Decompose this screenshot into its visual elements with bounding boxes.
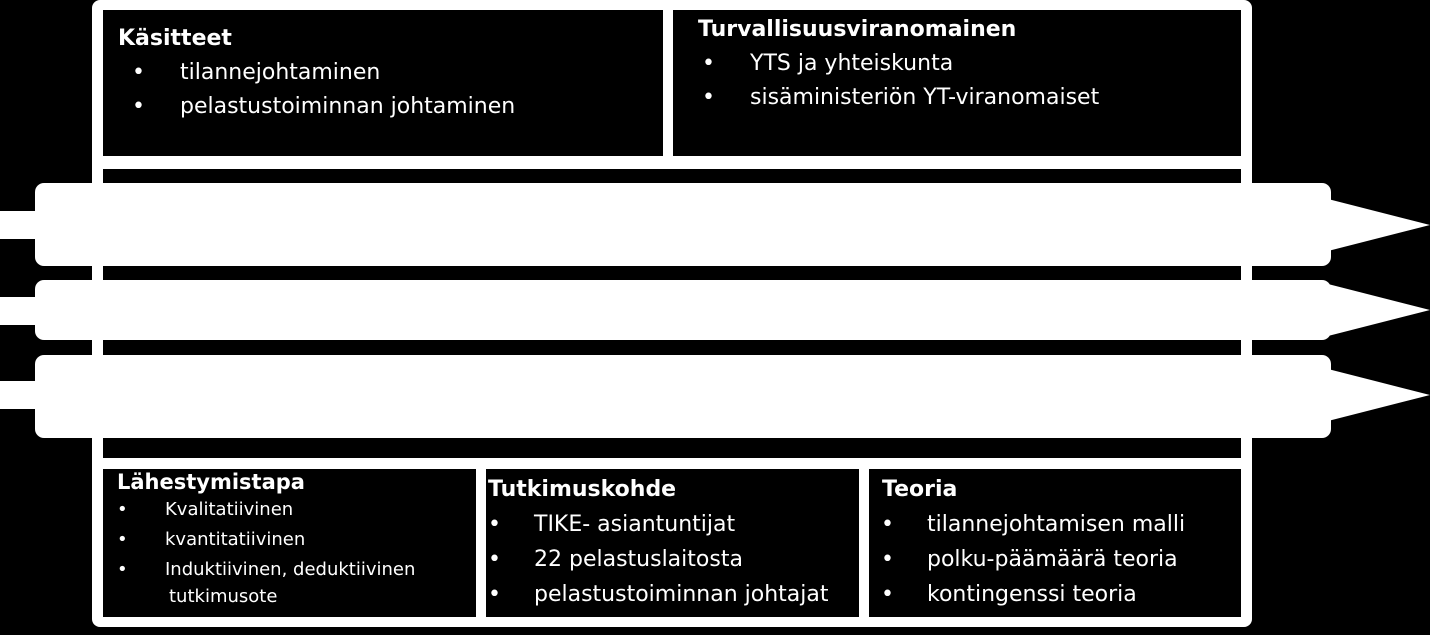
list-item bbox=[103, 555, 476, 585]
list-item bbox=[488, 542, 859, 577]
security-authority-title: Turvallisuusviranomainen bbox=[698, 17, 1017, 42]
theory-item-3: kontingenssi teoria bbox=[927, 582, 1137, 607]
arrow-head-icon bbox=[1328, 199, 1430, 251]
list-item bbox=[103, 525, 476, 555]
approach-item-1: Kvalitatiivinen bbox=[165, 499, 294, 520]
bullet-icon: • bbox=[488, 547, 501, 572]
bullet-icon: • bbox=[881, 582, 894, 607]
approach-title: Lähestymistapa bbox=[117, 470, 305, 494]
bullet-icon: • bbox=[132, 94, 145, 119]
list-item bbox=[881, 507, 1241, 542]
list-item bbox=[488, 577, 859, 612]
list-item bbox=[881, 542, 1241, 577]
arrow-tail bbox=[0, 211, 40, 239]
research-subject-box bbox=[486, 469, 859, 617]
approach-item-3-continuation: tutkimusote bbox=[169, 586, 278, 607]
bullet-icon: • bbox=[881, 512, 894, 537]
bullet-icon: • bbox=[117, 529, 128, 550]
list-item bbox=[881, 577, 1241, 612]
bullet-icon: • bbox=[702, 85, 715, 110]
arrow-head-icon bbox=[1328, 369, 1430, 421]
list-item bbox=[688, 47, 1241, 81]
arrow-band bbox=[35, 183, 1331, 266]
list-item bbox=[103, 495, 476, 525]
security-authority-box bbox=[673, 10, 1241, 156]
concepts-box bbox=[103, 10, 663, 156]
concepts-title: Käsitteet bbox=[118, 26, 232, 51]
list-item bbox=[688, 81, 1241, 115]
research-subject-item-2: 22 pelastuslaitosta bbox=[534, 547, 743, 572]
list-item bbox=[118, 56, 663, 90]
approach-item-2: kvantitatiivinen bbox=[165, 529, 306, 550]
arrow-tail bbox=[0, 381, 40, 409]
bullet-icon: • bbox=[117, 559, 128, 580]
list-item bbox=[118, 90, 663, 124]
security-authority-item-1: YTS ja yhteiskunta bbox=[750, 51, 954, 76]
theory-title: Teoria bbox=[882, 477, 958, 502]
security-authority-item-2: sisäministeriön YT-viranomaiset bbox=[750, 85, 1100, 110]
approach-box bbox=[103, 469, 476, 617]
arrow-head-icon bbox=[1328, 284, 1430, 336]
arrow-tail bbox=[0, 297, 40, 325]
bullet-icon: • bbox=[117, 499, 128, 520]
bullet-icon: • bbox=[488, 582, 501, 607]
list-item bbox=[488, 507, 859, 542]
research-subject-item-3: pelastustoiminnan johtajat bbox=[534, 582, 829, 607]
theory-box bbox=[869, 469, 1241, 617]
bullet-icon: • bbox=[488, 512, 501, 537]
theory-item-1: tilannejohtamisen malli bbox=[927, 512, 1186, 537]
concepts-item-1: tilannejohtaminen bbox=[180, 60, 381, 85]
bullet-icon: • bbox=[881, 547, 894, 572]
research-subject-item-1: TIKE- asiantuntijat bbox=[534, 512, 736, 537]
approach-item-3: Induktiivinen, deduktiivinen bbox=[165, 559, 416, 580]
arrow-band bbox=[35, 355, 1331, 438]
concepts-item-2: pelastustoiminnan johtaminen bbox=[180, 94, 516, 119]
research-subject-title: Tutkimuskohde bbox=[488, 477, 677, 502]
bullet-icon: • bbox=[132, 60, 145, 85]
bullet-icon: • bbox=[702, 51, 715, 76]
theory-item-2: polku-päämäärä teoria bbox=[927, 547, 1178, 572]
arrow-band bbox=[35, 280, 1331, 340]
